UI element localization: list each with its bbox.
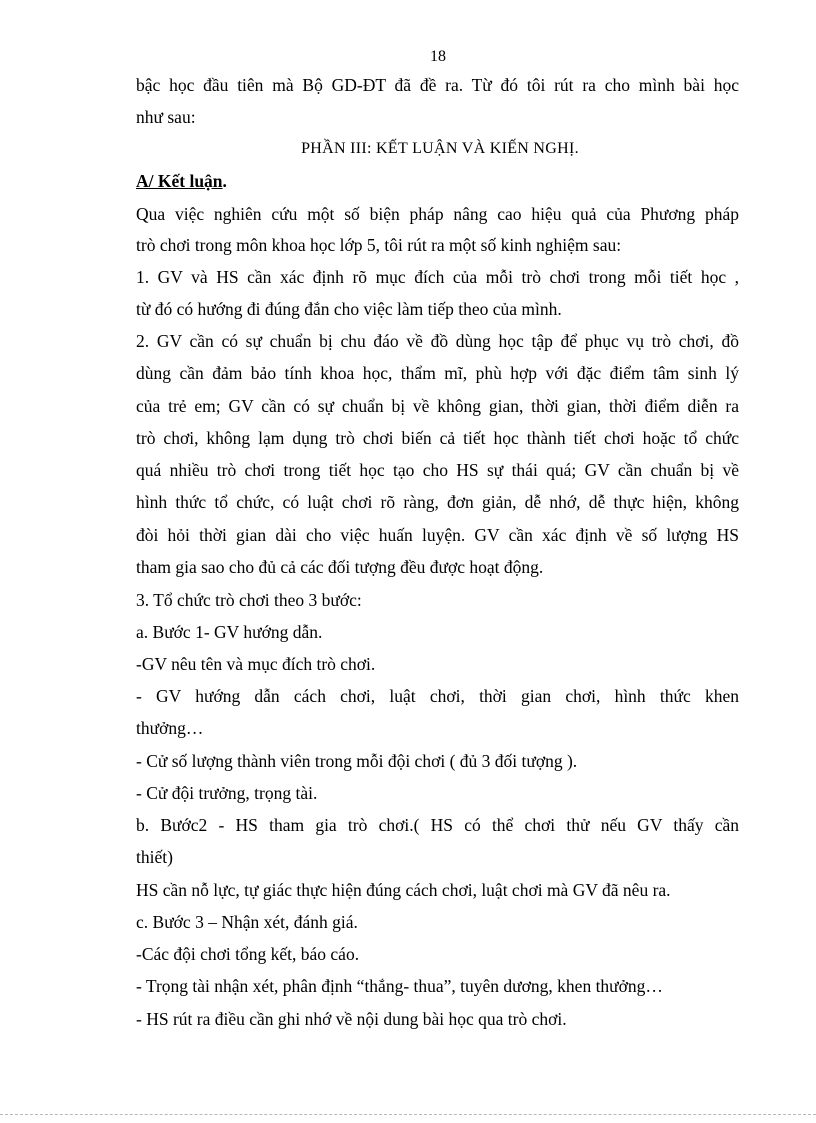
page-number: 18 <box>430 48 446 65</box>
text-line: -GV nêu tên và mục đích trò chơi. <box>136 654 376 674</box>
text-line: 1. GV và HS cần xác định rõ mục đích của mỗi trò chơi trong mỗi tiết học , <box>136 267 739 287</box>
text-line: dùng cần đảm bảo tính khoa học, thẩm mĩ, phù hợp với đặc điểm tâm sinh lý <box>136 363 739 383</box>
page-bottom-border <box>0 1114 816 1115</box>
text-line: trò chơi trong môn khoa học lớp 5, tôi rút ra một số kinh nghiệm sau: <box>136 235 622 255</box>
text-line: -Các đội chơi tổng kết, báo cáo. <box>136 944 360 964</box>
text-line: - Cử đội trưởng, trọng tài. <box>136 783 318 803</box>
text-line: 3. Tổ chức trò chơi theo 3 bước: <box>136 590 362 610</box>
section-title: PHẦN III: KẾT LUẬN VÀ KIẾN NGHỊ. <box>301 140 579 157</box>
text-line: của trẻ em; GV cần có sự chuẩn bị về không gian, thời gian, thời điểm diễn ra <box>136 396 739 416</box>
text-line: trò chơi, không lạm dụng trò chơi biến cả tiết học thành tiết chơi hoặc tổ chức <box>136 428 739 448</box>
text-line: - Cử số lượng thành viên trong mỗi đội chơi ( đủ 3 đối tượng ). <box>136 751 578 771</box>
text-line: HS cần nỗ lực, tự giác thực hiện đúng cách chơi, luật chơi mà GV đã nêu ra. <box>136 880 671 900</box>
text-line: tham gia sao cho đủ cả các đối tượng đều được hoạt động. <box>136 557 544 577</box>
text-line: từ đó có hướng đi đúng đắn cho việc làm tiếp theo của mình. <box>136 299 562 319</box>
text-line: như sau: <box>136 107 196 127</box>
text-line: thiết) <box>136 847 173 867</box>
text-line: b. Bước2 - HS tham gia trò chơi.( HS có thể chơi thử nếu GV thấy cần <box>136 815 739 835</box>
text-line: - Trọng tài nhận xét, phân định “thắng- thua”, tuyên dương, khen thưởng… <box>136 976 663 996</box>
text-line: c. Bước 3 – Nhận xét, đánh giá. <box>136 912 358 932</box>
text-line: bậc học đầu tiên mà Bộ GD-ĐT đã đề ra. Từ đó tôi rút ra cho mình bài học <box>136 75 739 95</box>
text-line: a. Bước 1- GV hướng dẫn. <box>136 622 323 642</box>
text-line: hình thức tổ chức, có luật chơi rõ ràng, đơn giản, dễ nhớ, dễ thực hiện, không <box>136 492 739 512</box>
text-line: - HS rút ra điều cần ghi nhớ về nội dung bài học qua trò chơi. <box>136 1009 567 1029</box>
text-line: quá nhiều trò chơi trong tiết học tạo cho HS sự thái quá; GV cần chuẩn bị về <box>136 460 739 480</box>
conclusion-heading: A/ Kết luận <box>136 171 223 191</box>
text-line: thưởng… <box>136 718 204 738</box>
text-line: - GV hướng dẫn cách chơi, luật chơi, thời gian chơi, hình thức khen <box>136 686 739 706</box>
heading-line: A/ Kết luận. <box>136 171 227 191</box>
text-line: Qua việc nghiên cứu một số biện pháp nâng cao hiệu quả của Phương pháp <box>136 204 739 224</box>
text-line: đòi hỏi thời gian dài cho việc huấn luyện. GV cần xác định về số lượng HS <box>136 525 739 545</box>
text-line: 2. GV cần có sự chuẩn bị chu đáo về đồ dùng học tập để phục vụ trò chơi, đồ <box>136 331 739 351</box>
